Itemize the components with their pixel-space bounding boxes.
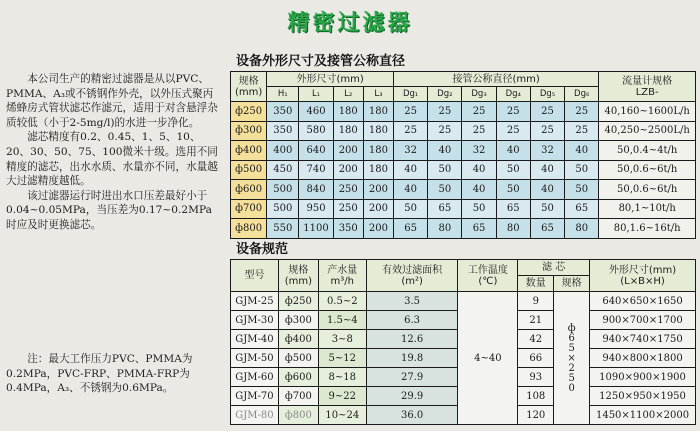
header-dims-label: 外形尺寸(mm) xyxy=(608,264,677,276)
l1-cell: 950 xyxy=(299,199,333,219)
spec-cell: ф700 xyxy=(231,199,267,219)
dg-cell: 25 xyxy=(462,102,496,122)
flowmeter-cell: 80,1.6~16t/h xyxy=(599,219,696,239)
page-title: 精密过滤器 xyxy=(287,11,413,36)
header-output-label: 产水量 xyxy=(327,264,358,276)
spec-cell: ф500 xyxy=(231,160,267,180)
table-row xyxy=(231,199,696,219)
dg-cell: 40 xyxy=(462,180,496,200)
output-cell: 9~22 xyxy=(318,387,366,406)
header-dims: 外形尺寸(mm) xyxy=(267,72,394,87)
l2-cell: 250 xyxy=(333,199,363,219)
intro-paragraph: 滤芯精度有0.2、0.45、1、5、10、20、30、50、75、100微米十级。选用不同精度的滤芯，出水水质、水量亦不同，水量越大过滤精度越低。 xyxy=(6,131,218,188)
h1-cell: 500 xyxy=(267,180,299,200)
flowmeter-cell: 50,0.6~6t/h xyxy=(599,180,696,200)
output-cell: 1.5~4 xyxy=(318,311,366,330)
spec-cell: ф400 xyxy=(231,141,267,161)
dg-cell: 25 xyxy=(462,121,496,141)
dg-cell: 25 xyxy=(496,102,530,122)
output-cell: 3~8 xyxy=(318,330,366,349)
flowmeter-cell: 50,0.6~6t/h xyxy=(599,160,696,180)
area-cell: 36.0 xyxy=(366,406,458,425)
table2-heading: 设备规范 xyxy=(236,242,289,257)
table-row xyxy=(231,141,696,161)
l3-cell: 200 xyxy=(363,199,393,219)
dg-cell: 40 xyxy=(530,160,564,180)
note-text: 注：最大工作压力PVC、PMMA为0.2MPa，PVC-FRP、PMMA-FRP为0.4MPa，A₃、不锈钢为0.6MPa。 xyxy=(6,353,193,395)
table1-heading: 设备外形尺寸及接管公称直径 xyxy=(236,54,406,69)
header-spec-label: 规格 xyxy=(238,75,259,87)
header-temp xyxy=(458,260,518,292)
col-dg6: Dg₆ xyxy=(565,87,599,102)
model-cell: GJM-70 xyxy=(231,387,279,406)
dg-cell: 40 xyxy=(394,180,428,200)
intro-text xyxy=(6,72,218,233)
specification-table xyxy=(230,259,696,425)
dg-cell: 80 xyxy=(565,219,599,239)
dg-cell: 50 xyxy=(394,199,428,219)
core-count-cell: 42 xyxy=(518,330,554,349)
dg-cell: 65 xyxy=(428,199,462,219)
header-flowmeter-label: 流量计规格 xyxy=(622,75,673,87)
dims-cell: 1090×900×1900 xyxy=(590,368,696,387)
table-row xyxy=(231,121,696,141)
h1-cell: 350 xyxy=(267,121,299,141)
table-row xyxy=(231,160,696,180)
dg-cell: 25 xyxy=(394,121,428,141)
l3-cell: 180 xyxy=(363,160,393,180)
header-core-count: 数量 xyxy=(518,276,554,292)
spec-cell: ф300 xyxy=(231,121,267,141)
col-l2: L₂ xyxy=(333,87,363,102)
temp-cell: 4~40 xyxy=(458,292,518,425)
dims-cell: 640×650×1650 xyxy=(590,292,696,311)
dg-cell: 40 xyxy=(394,160,428,180)
col-dg5: Dg₅ xyxy=(530,87,564,102)
flowmeter-cell: 40,250~2500L/h xyxy=(599,121,696,141)
dg-cell: 40 xyxy=(496,141,530,161)
intro-paragraph: 本公司生产的精密过滤器是从以PVC、PMMA、A₃或不锈钢作外壳，以外压式聚丙烯蜂房式管状滤芯作滤元，适用于对含悬浮杂质较低（小于2-5mg/l)的水进一步净化。 xyxy=(6,73,218,129)
flowmeter-cell: 80,1~10t/h xyxy=(599,199,696,219)
dg-cell: 32 xyxy=(394,141,428,161)
header-pipe: 接管公称直径(mm) xyxy=(394,72,599,87)
model-cell: GJM-60 xyxy=(231,368,279,387)
dg-cell: 25 xyxy=(428,121,462,141)
spec-cell: ф800 xyxy=(278,406,318,425)
header-temp-unit: (℃) xyxy=(478,275,498,287)
l3-cell: 200 xyxy=(363,180,393,200)
table-row xyxy=(231,219,696,239)
dg-cell: 50 xyxy=(462,199,496,219)
core-count-cell: 66 xyxy=(518,349,554,368)
dg-cell: 50 xyxy=(428,160,462,180)
header-model: 型号 xyxy=(231,260,279,292)
dg-cell: 25 xyxy=(394,102,428,122)
dg-cell: 40 xyxy=(462,160,496,180)
dg-cell: 65 xyxy=(496,199,530,219)
header-flowmeter-model: LZB- xyxy=(635,86,659,98)
dg-cell: 40 xyxy=(530,180,564,200)
pressure-note xyxy=(6,352,218,396)
l1-cell: 640 xyxy=(299,141,333,161)
dims-cell: 940×800×1800 xyxy=(590,349,696,368)
header-area xyxy=(366,260,458,292)
spec-cell: ф400 xyxy=(278,330,318,349)
core-count-cell: 21 xyxy=(518,311,554,330)
dg-cell: 50 xyxy=(565,160,599,180)
h1-cell: 500 xyxy=(267,199,299,219)
flowmeter-cell: 50,0.4~4t/h xyxy=(599,141,696,161)
dg-cell: 25 xyxy=(565,102,599,122)
dg-cell: 50 xyxy=(565,180,599,200)
dg-cell: 25 xyxy=(530,102,564,122)
l2-cell: 180 xyxy=(333,102,363,122)
header-output-unit: m³/h xyxy=(330,275,354,287)
dg-cell: 25 xyxy=(530,121,564,141)
output-cell: 0.5~2 xyxy=(318,292,366,311)
model-cell: GJM-80 xyxy=(231,406,279,425)
header-spec-unit: (mm) xyxy=(234,86,263,98)
spec-cell: ф500 xyxy=(278,349,318,368)
spec-cell: ф800 xyxy=(231,219,267,239)
dg-cell: 32 xyxy=(462,141,496,161)
table-row xyxy=(231,180,696,200)
l3-cell: 180 xyxy=(363,141,393,161)
h1-cell: 550 xyxy=(267,219,299,239)
dg-cell: 50 xyxy=(530,199,564,219)
h1-cell: 400 xyxy=(267,141,299,161)
model-cell: GJM-40 xyxy=(231,330,279,349)
dg-cell: 32 xyxy=(530,141,564,161)
l1-cell: 1100 xyxy=(299,219,333,239)
l1-cell: 740 xyxy=(299,160,333,180)
header-area-unit: (m²) xyxy=(401,275,423,287)
col-dg2: Dg₂ xyxy=(428,87,462,102)
l2-cell: 250 xyxy=(333,180,363,200)
area-cell: 27.9 xyxy=(366,368,458,387)
header-area-label: 有效过滤面积 xyxy=(382,264,443,276)
header-spec xyxy=(231,72,267,102)
dims-cell: 1450×1100×2000 xyxy=(590,406,696,425)
header-core: 滤 芯 xyxy=(518,260,590,276)
header-dims xyxy=(590,260,696,292)
output-cell: 8~18 xyxy=(318,368,366,387)
flowmeter-cell: 40,160~1600L/h xyxy=(599,102,696,122)
l3-cell: 180 xyxy=(363,102,393,122)
core-spec-cell: ф65×250 xyxy=(554,292,590,425)
dg-cell: 65 xyxy=(565,199,599,219)
dg-cell: 25 xyxy=(565,121,599,141)
dg-cell: 80 xyxy=(428,219,462,239)
col-h1: H₁ xyxy=(267,87,299,102)
model-cell: GJM-50 xyxy=(231,349,279,368)
dg-cell: 65 xyxy=(462,219,496,239)
col-dg1: Dg₁ xyxy=(394,87,428,102)
table-row xyxy=(231,292,696,311)
h1-cell: 450 xyxy=(267,160,299,180)
core-count-cell: 93 xyxy=(518,368,554,387)
header-spec-label: 规格 xyxy=(288,264,309,276)
dims-cell: 900×700×1700 xyxy=(590,311,696,330)
l3-cell: 200 xyxy=(363,219,393,239)
l1-cell: 840 xyxy=(299,180,333,200)
table-row xyxy=(231,102,696,122)
intro-paragraph: 该过滤器运行时进出水口压差最好小于0.04~0.05MPa，当压差为0.17~0.2MPa时应及时更换滤芯。 xyxy=(6,189,212,231)
l1-cell: 460 xyxy=(299,102,333,122)
h1-cell: 350 xyxy=(267,102,299,122)
dims-cell: 1250×950×1950 xyxy=(590,387,696,406)
spec-cell: ф300 xyxy=(278,311,318,330)
l1-cell: 580 xyxy=(299,121,333,141)
output-cell: 5~12 xyxy=(318,349,366,368)
area-cell: 6.3 xyxy=(366,311,458,330)
header-temp-label: 工作温度 xyxy=(467,264,508,276)
dg-cell: 50 xyxy=(428,180,462,200)
dg-cell: 25 xyxy=(496,121,530,141)
dg-cell: 80 xyxy=(496,219,530,239)
model-cell: GJM-25 xyxy=(231,292,279,311)
l2-cell: 180 xyxy=(333,121,363,141)
col-l3: L₃ xyxy=(363,87,393,102)
dg-cell: 65 xyxy=(530,219,564,239)
dg-cell: 40 xyxy=(428,141,462,161)
header-dims-unit: (L×B×H) xyxy=(620,275,665,287)
header-spec xyxy=(278,260,318,292)
area-cell: 12.6 xyxy=(366,330,458,349)
dg-cell: 40 xyxy=(565,141,599,161)
col-dg4: Dg₄ xyxy=(496,87,530,102)
dg-cell: 50 xyxy=(496,180,530,200)
header-flowmeter xyxy=(599,72,696,102)
dg-cell: 25 xyxy=(428,102,462,122)
area-cell: 3.5 xyxy=(366,292,458,311)
header-spec-unit: (mm) xyxy=(284,275,313,287)
spec-cell: ф600 xyxy=(231,180,267,200)
area-cell: 29.9 xyxy=(366,387,458,406)
output-cell: 10~24 xyxy=(318,406,366,425)
dg-cell: 65 xyxy=(394,219,428,239)
col-dg3: Dg₃ xyxy=(462,87,496,102)
l2-cell: 200 xyxy=(333,141,363,161)
dims-cell: 940×740×1750 xyxy=(590,330,696,349)
core-count-cell: 9 xyxy=(518,292,554,311)
spec-cell: ф250 xyxy=(278,292,318,311)
header-output xyxy=(318,260,366,292)
col-l1: L₁ xyxy=(299,87,333,102)
spec-cell: ф600 xyxy=(278,368,318,387)
dg-cell: 50 xyxy=(496,160,530,180)
model-cell: GJM-30 xyxy=(231,311,279,330)
l3-cell: 180 xyxy=(363,121,393,141)
spec-cell: ф700 xyxy=(278,387,318,406)
l2-cell: 200 xyxy=(333,160,363,180)
header-core-spec: 规格 xyxy=(554,276,590,292)
dimensions-table xyxy=(230,71,696,239)
core-count-cell: 108 xyxy=(518,387,554,406)
area-cell: 19.8 xyxy=(366,349,458,368)
core-count-cell: 120 xyxy=(518,406,554,425)
l2-cell: 350 xyxy=(333,219,363,239)
spec-cell: ф250 xyxy=(231,102,267,122)
